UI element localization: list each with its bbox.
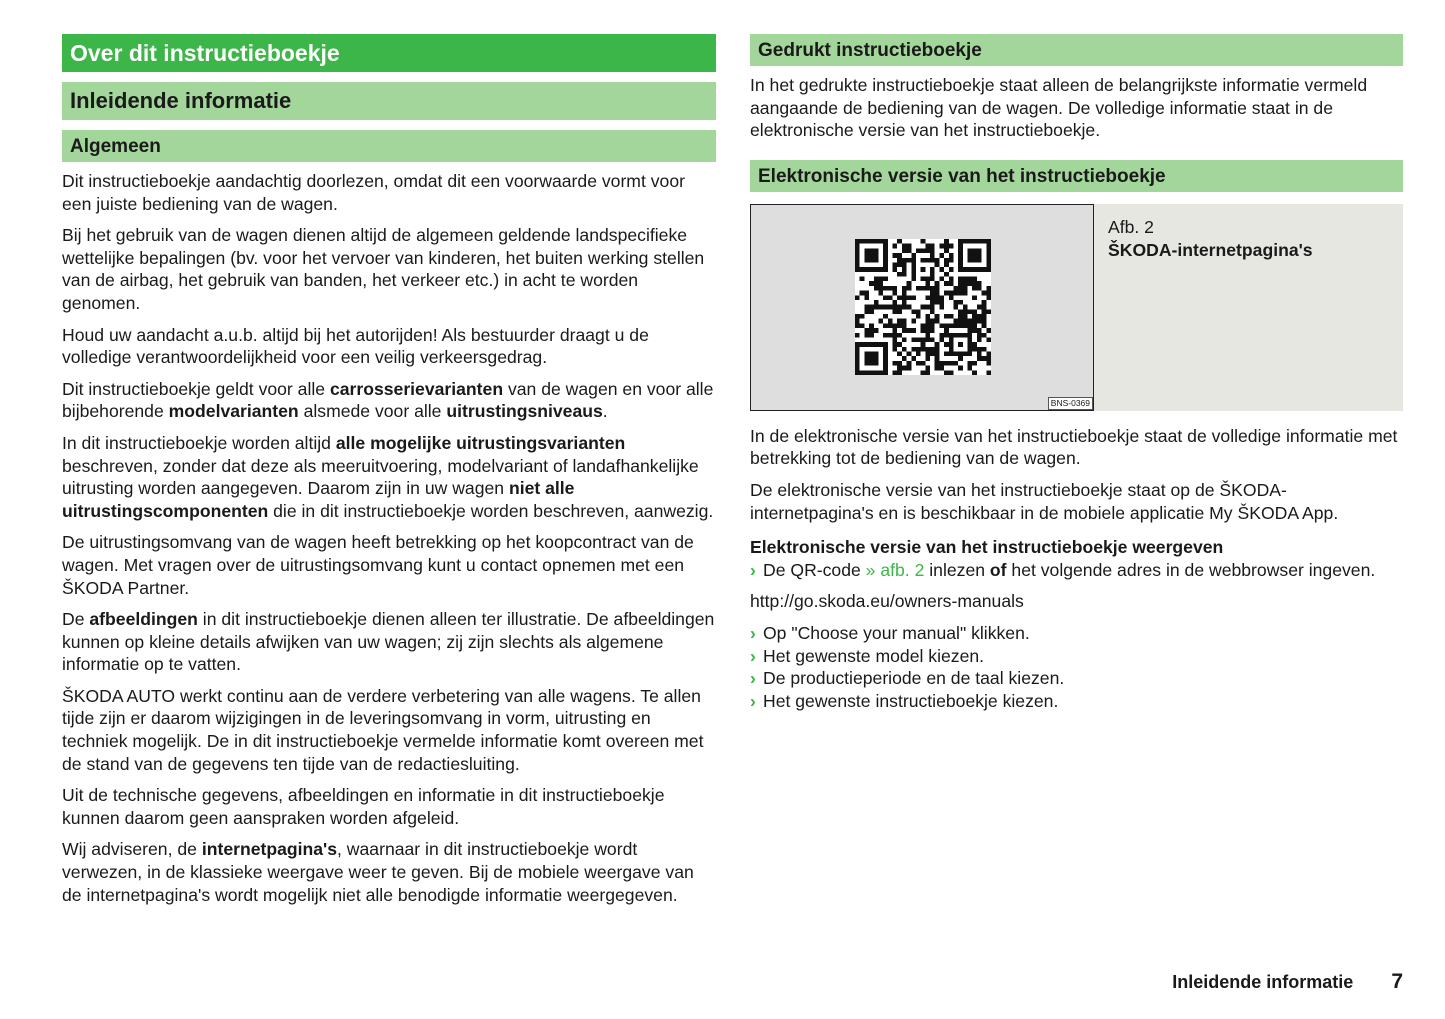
subsection-title: Algemeen [62,130,716,162]
chapter-title: Over dit instructieboekje [62,34,716,72]
figure-link[interactable]: » afb. 2 [865,559,925,580]
figure-2 [750,204,1403,411]
left-column [62,34,716,915]
arrow-icon: › [750,668,756,689]
figure-image [750,204,1094,411]
page-footer [1172,970,1403,994]
paragraph-5: In dit instructieboekje worden altijd alle mogelijke uitrustingsvarianten beschreven, zonder dat deze als meeruitvoering, modelvariant of landafhankelijke uitrusting worden aangegeven. Daarom zijn in uw wagen niet alle uitrustingscomponenten die in dit instructieboekje worden beschreven, aanwezig. [62,432,714,521]
arrow-icon: › [750,690,756,711]
right-column [750,34,1403,721]
paragraph-4: Dit instructieboekje geldt voor alle carrosserievarianten van de wagen en voor alle bijbehorende modelvarianten alsmede voor alle uitrustingsniveaus. [62,378,714,422]
step-1 [750,559,1403,582]
step-1-text: De QR-code » afb. 2 inlezen of het volgende adres in de webbrowser ingeven. [763,559,1376,580]
figure-label: Afb. 2 [1108,216,1154,237]
qr-code-icon[interactable] [855,239,991,375]
figure-caption [1094,204,1313,411]
figure-code: BNS-0369 [1048,397,1093,410]
footer-title: Inleidende informatie [1172,972,1354,992]
paragraph-8: ŠKODA AUTO werkt continu aan de verdere verbetering van alle wagens. Te allen tijde zijn er daarom wijzigingen in de leveringsomvang in vorm, uitrusting en techniek mogelijk. De in dit instructieboekje vermelde informatie komt overeen met de stand van de gegevens ten tijde van de redactiesluiting. [62,685,704,774]
paragraph-7: De afbeeldingen in dit instructieboekje dienen alleen ter illustratie. De afbeeldingen kunnen op kleine details afwijken van uw wagen; zij zijn slechts als algemene informatie op te vatten. [62,609,715,675]
paragraph-3: Houd uw aandacht a.u.b. altijd bij het autorijden! Als bestuurder draagt u de volledige verantwoordelijkheid voor een veilig verkeersgedrag. [62,324,649,368]
howto-heading: Elektronische versie van het instructieboekje weergeven [750,537,1224,558]
electronic-manual-heading: Elektronische versie van het instructieboekje [750,160,1403,192]
list-item: › De productieperiode en de taal kiezen. [750,668,1065,689]
list-item: › Op "Choose your manual" klikken. [750,622,1030,643]
paragraph-10: Wij adviseren, de internetpagina's, waarnaar in dit instructieboekje wordt verwezen, in de klassieke weergave weer te geven. Bij de mobiele weergave van de internetpagina's wordt mogelijk niet alle benodigde informatie weergegeven. [62,839,694,905]
paragraph-6: De uitrustingsomvang van de wagen heeft betrekking op het koopcontract van de wagen. Met vragen over de uitrustingsomvang kunt u contact opnemen met een ŠKODA Partner. [62,532,694,598]
section-title: Inleidende informatie [62,82,716,120]
figure-caption-title: ŠKODA-internetpagina's [1108,239,1313,260]
electronic-text-1: In de elektronische versie van het instructieboekje staat de volledige informatie met betrekking tot de bediening van de wagen. [750,425,1398,469]
arrow-icon: › [750,559,756,580]
page-number: 7 [1391,970,1403,993]
list-item: › Het gewenste model kiezen. [750,645,985,666]
step-list [750,622,1403,712]
electronic-text-2: De elektronische versie van het instructieboekje staat op de ŠKODA-internetpagina's en is beschikbaar in de mobiele applicatie My ŠKODA App. [750,479,1339,523]
printed-manual-heading: Gedrukt instructieboekje [750,34,1403,66]
manual-url[interactable]: http://go.skoda.eu/owners-manuals [750,591,1024,612]
printed-manual-text: In het gedrukte instructieboekje staat alleen de belangrijkste informatie vermeld aangaande de bediening van de wagen. De volledige informatie staat in de elektronische versie van het instructieboekje. [750,75,1368,141]
arrow-icon: › [750,645,756,666]
list-item: › Het gewenste instructieboekje kiezen. [750,690,1059,711]
paragraph-2: Bij het gebruik van de wagen dienen altijd de algemeen geldende landspecifieke wettelijke bepalingen (bv. voor het vervoer van kinderen, het buiten werking stellen van de airbag, het gebruik van banden, het verkeer etc.) in acht te worden genomen. [62,225,705,313]
paragraph-1: Dit instructieboekje aandachtig doorlezen, omdat dit een voorwaarde vormt voor een juiste bediening van de wagen. [62,171,685,214]
paragraph-9: Uit de technische gegevens, afbeeldingen en informatie in dit instructieboekje kunnen daarom geen aanspraken worden afgeleid. [62,785,665,828]
arrow-icon: › [750,622,756,643]
